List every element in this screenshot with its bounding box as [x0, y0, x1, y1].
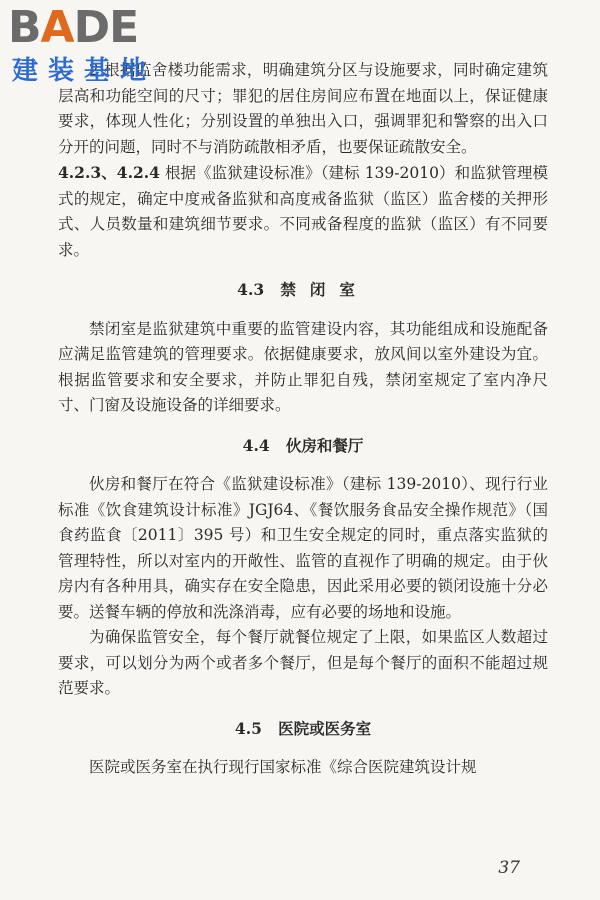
clause-text: 根据《监狱建设标准》（建标 139-2010）和监狱管理模式的规定，确定中度戒备监狱和高度戒备监狱（监区）监舍楼的关押形式、人员数量和建筑细节要求。不同戒备程度的监狱（监区）有不同要求。 [58, 164, 549, 259]
clause-number: 4.2.3、4.2.4 [58, 163, 160, 182]
paragraph-clause-4-2-3 [58, 160, 548, 263]
paragraph-section-4-3: 禁闭室是监狱建筑中重要的监管建设内容，其功能组成和设施配备应满足监管建筑的管理要求。依据健康要求，放风间以室外建设为宜。根据监管要求和安全要求，并防止罪犯自残，禁闭室规定了室内净尺寸、门窗及设施设备的详细要求。 [58, 319, 548, 414]
section-title: 医院或医务室 [278, 718, 372, 738]
paragraph-clause-4-2-2: 2 根据监舍楼功能需求，明确建筑分区与设施要求，同时确定建筑层高和功能空间的尺寸；罪犯的居住房间应布置在地面以上，保证健康要求，体现人性化；分别设置的单独出入口，强调罪犯和警察的出入口分开的问题，同时不与消防疏散相矛盾，也要保证疏散安全。 [58, 61, 548, 156]
paragraph-section-4-5: 医院或医务室在执行现行国家标准《综合医院建筑设计规 [89, 758, 477, 776]
section-title: 伙房和餐厅 [285, 435, 364, 455]
paragraph-section-4-4-a: 伙房和餐厅在符合《监狱建设标准》（建标 139-2010）、现行行业标准《饮食建筑设计标准》JGJ64、《餐饮服务食品安全操作规范》（国食药监食〔2011〕395 号）和卫生安全规定的同时，重点落实监狱的管理特性，所以对室内的开敞性、监管的直视作了明确的规定。由于伙房内有各种用具，确实存在安全隐患，因此采用必要的锁闭设施十分必要。送餐车辆的停放和洗涤消毒，应有必要的场地和设施。 [58, 475, 548, 621]
section-number: 4.5 [234, 718, 262, 738]
section-heading-4-5 [58, 716, 548, 742]
section-heading-4-4 [58, 433, 548, 459]
section-number: 4.4 [242, 435, 270, 455]
paragraph-section-4-4-b: 为确保监管安全，每个餐厅就餐位规定了上限，如果监区人数超过要求，可以划分为两个或者多个餐厅，但是每个餐厅的面积不能超过规范要求。 [58, 628, 548, 697]
document-body [58, 58, 548, 781]
page-number: 37 [498, 858, 520, 878]
watermark-brand: BADE [8, 2, 139, 53]
section-heading-4-3 [58, 277, 548, 303]
watermark-subtitle: 建装基地 [12, 56, 157, 86]
section-number: 4.3 [237, 280, 265, 299]
section-title: 禁闭室 [280, 280, 369, 299]
watermark-logo [8, 4, 156, 87]
